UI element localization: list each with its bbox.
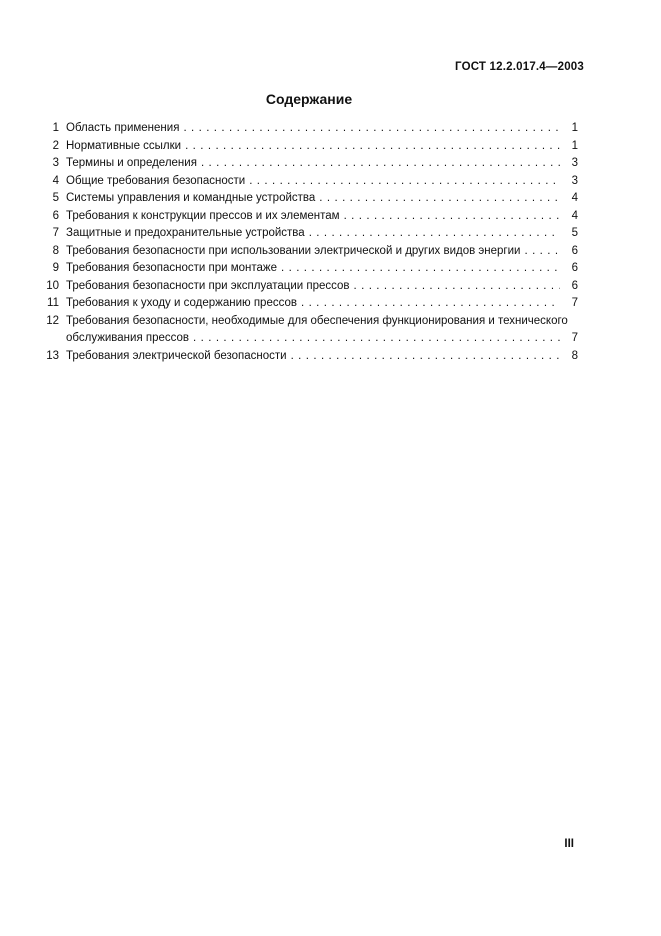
toc-item-title: Требования к конструкции прессов и их элементам — [66, 209, 340, 222]
toc-dot-leader — [291, 348, 560, 366]
toc-item-page: 6 — [571, 279, 578, 292]
toc-row — [40, 155, 578, 173]
toc-dot-leader — [201, 155, 560, 173]
toc-list — [40, 120, 578, 365]
toc-dot-leader — [354, 278, 560, 296]
toc-dot-leader — [185, 138, 560, 156]
page-number-folio: III — [564, 838, 574, 850]
toc-item-page: 7 — [571, 297, 578, 309]
toc-item-title: Требования безопасности, необходимые для обеспечения функционирования и технического — [66, 314, 568, 327]
toc-item-title: Требования безопасности при монтаже — [66, 262, 278, 274]
toc-row — [40, 138, 578, 156]
toc-item-title: Требования электрической безопасности — [66, 349, 287, 362]
document-code-header: ГОСТ 12.2.017.4—2003 — [455, 61, 584, 73]
toc-item-title: Общие требования безопасности — [66, 174, 246, 187]
toc-item-number: 10 — [46, 279, 59, 292]
toc-item-number: 1 — [52, 122, 59, 134]
toc-row — [40, 190, 578, 208]
toc-item-page: 6 — [571, 262, 578, 274]
toc-title: Содержание — [265, 91, 353, 107]
toc-item-number: 6 — [52, 209, 59, 222]
toc-item-number: 13 — [46, 349, 59, 362]
toc-row — [40, 260, 578, 278]
toc-item-page: 5 — [571, 227, 578, 239]
toc-dot-leader — [344, 208, 560, 226]
toc-dot-leader — [249, 173, 560, 191]
toc-item-number: 9 — [52, 262, 59, 274]
toc-item-number: 4 — [52, 174, 59, 187]
toc-item-page: 4 — [571, 192, 578, 204]
toc-row — [40, 120, 578, 138]
toc-item-number: 11 — [47, 297, 59, 309]
toc-item-number: 3 — [52, 157, 59, 169]
toc-row — [40, 225, 578, 243]
toc-item-title: Нормативные ссылки — [66, 139, 182, 152]
toc-item-page: 4 — [571, 209, 578, 222]
toc-item-page: 7 — [571, 332, 578, 344]
toc-dot-leader — [309, 225, 560, 243]
toc-row — [40, 295, 578, 313]
toc-dot-leader — [193, 330, 560, 348]
toc-dot-leader — [524, 243, 560, 261]
toc-item-page: 1 — [571, 139, 578, 152]
toc-item-title: обслуживания прессов — [66, 332, 190, 344]
toc-item-number: 7 — [52, 227, 59, 239]
toc-item-number: 5 — [52, 192, 59, 204]
toc-item-number: 8 — [52, 244, 59, 257]
toc-item-title: Термины и определения — [66, 157, 197, 169]
toc-item-title: Системы управления и командные устройства — [66, 192, 316, 204]
toc-item-page: 3 — [571, 157, 578, 169]
toc-dot-leader — [183, 120, 560, 138]
toc-row — [40, 348, 578, 366]
toc-row — [40, 208, 578, 226]
toc-item-title: Требования к уходу и содержанию прессов — [66, 297, 297, 309]
toc-row — [40, 243, 578, 261]
toc-item-page: 3 — [571, 174, 578, 187]
toc-item-title: Область применения — [66, 122, 180, 134]
toc-row — [40, 330, 578, 348]
toc-item-title: Требования безопасности при эксплуатации прессов — [66, 279, 350, 292]
toc-item-number: 12 — [46, 314, 59, 327]
toc-dot-leader — [301, 295, 560, 313]
toc-dot-leader — [281, 260, 560, 278]
toc-item-page: 8 — [571, 349, 578, 362]
toc-item-page: 1 — [571, 122, 578, 134]
toc-item-title: Требования безопасности при использовании электрической и других видов энергии — [66, 244, 521, 257]
toc-item-title: Защитные и предохранительные устройства — [66, 227, 305, 239]
toc-row — [40, 173, 578, 191]
toc-row — [40, 313, 578, 331]
toc-dot-leader — [319, 190, 560, 208]
toc-row — [40, 278, 578, 296]
toc-item-page: 6 — [571, 244, 578, 257]
toc-item-number: 2 — [52, 139, 59, 152]
